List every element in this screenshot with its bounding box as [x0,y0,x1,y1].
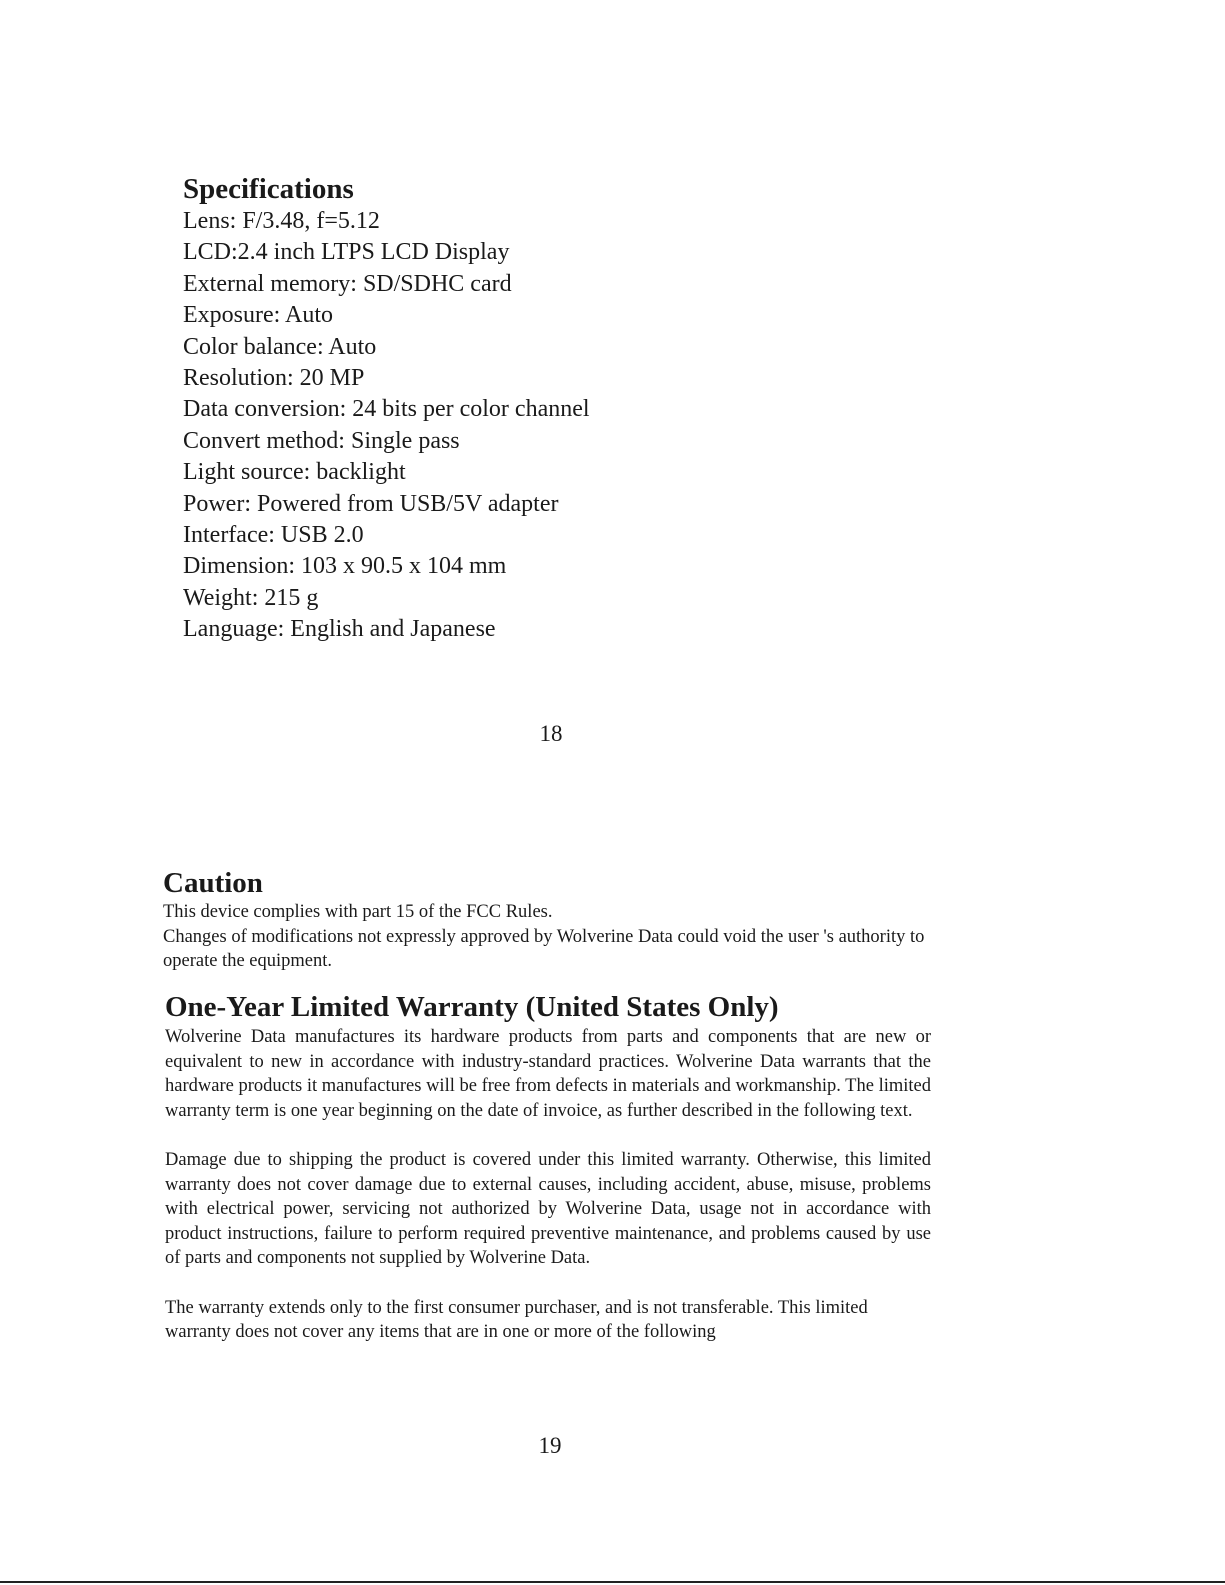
warranty-heading: One-Year Limited Warranty (United States Only) [165,991,779,1023]
warranty-paragraph: Wolverine Data manufactures its hardware products from parts and components that are new or equivalent to new in accordance with industry-standard practices. Wolverine Data warrants that the hardware products it manufactures will be free from defects in materials and workmanship. The limited warranty term is one year beginning on the date of invoice, as further described in the following text. [165,1027,931,1121]
page-number-18: 18 [539,721,563,746]
specifications-section [183,172,590,646]
page-number-19: 19 [538,1433,562,1458]
caution-fcc-compliance: This device complies with part 15 of the FCC Rules. [163,902,553,922]
spec-item-convert-method: Convert method: Single pass [183,427,460,454]
caution-section [163,866,933,974]
spec-item-weight: Weight: 215 g [183,584,319,611]
caution-modifications-notice: Changes of modifications not expressly approved by Wolverine Data could void the user 's authority to operate the equipment. [163,926,925,971]
caution-heading: Caution [163,867,263,899]
specifications-list [183,206,590,646]
spec-item-lens: Lens: F/3.48, f=5.12 [183,208,380,234]
spec-item-power: Power: Powered from USB/5V adapter [183,490,559,517]
warranty-section [165,989,931,1345]
spec-item-language: Language: English and Japanese [183,616,496,643]
spec-item-light-source: Light source: backlight [183,459,406,486]
warranty-paragraph: The warranty extends only to the first consumer purchaser, and is not transferable. This limited warranty does not cover any items that are in one or more of the following [165,1297,868,1343]
spec-item-data-conversion: Data conversion: 24 bits per color channel [183,396,590,423]
spec-item-exposure: Exposure: Auto [183,302,333,329]
bottom-border-line [0,1581,1225,1583]
warranty-paragraph: Damage due to shipping the product is covered under this limited warranty. Otherwise, this limited warranty does not cover damage due to external causes, including accident, abuse, misuse, problems with electrical power, servicing not authorized by Wolverine Data, usage not in accordance with product instructions, failure to perform required preventive maintenance, and problems caused by use of parts and components not supplied by Wolverine Data. [165,1149,931,1269]
spec-item-interface: Interface: USB 2.0 [183,522,364,549]
spec-item-lcd: LCD:2.4 inch LTPS LCD Display [183,239,510,266]
spec-item-resolution: Resolution: 20 MP [183,365,365,392]
spec-item-dimension: Dimension: 103 x 90.5 x 104 mm [183,553,507,580]
specifications-heading: Specifications [183,173,354,205]
spec-item-external-memory: External memory: SD/SDHC card [183,270,512,297]
spec-item-color-balance: Color balance: Auto [183,333,377,360]
